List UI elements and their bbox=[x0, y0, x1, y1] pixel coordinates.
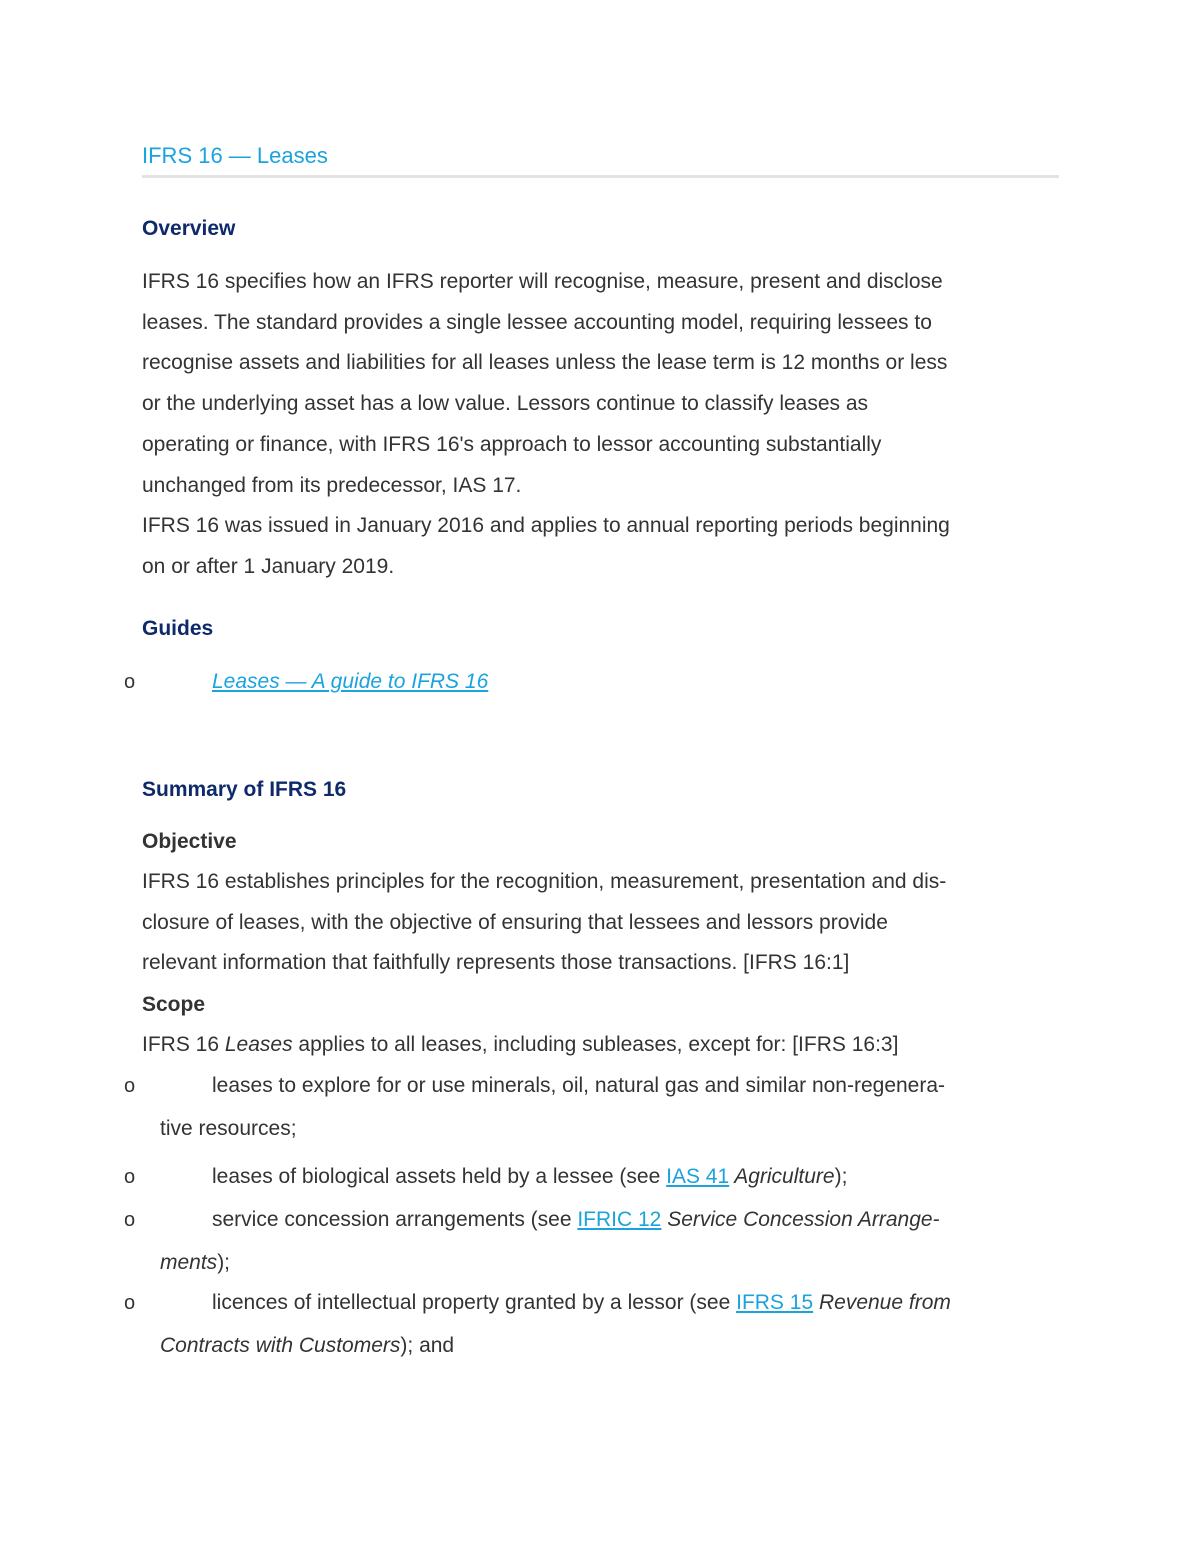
scope-heading: Scope bbox=[142, 993, 206, 1016]
bullet-icon: o bbox=[124, 1075, 136, 1097]
scope-item-text bbox=[160, 1250, 230, 1276]
scope-intro-text: IFRS 16 bbox=[142, 1033, 225, 1056]
objective-body bbox=[142, 862, 1062, 984]
overview-line: IFRS 16 was issued in January 2016 and applies to annual reporting periods beginning bbox=[142, 514, 950, 538]
overview-body bbox=[142, 262, 1062, 588]
overview-line: leases. The standard provides a single lessee accounting model, requiring lessees to bbox=[142, 310, 932, 334]
scope-item-text: leases of biological assets held by a lessee (see bbox=[212, 1165, 667, 1188]
scope-item-emphasis: Contracts with Customers bbox=[160, 1334, 401, 1357]
scope-item-text bbox=[160, 1333, 454, 1359]
objective-line: relevant information that faithfully represents those transactions. [IFRS 16:1] bbox=[142, 951, 850, 975]
overview-line: or the underlying asset has a low value. Lessors continue to classify leases as bbox=[142, 392, 869, 416]
guides-heading: Guides bbox=[142, 617, 214, 640]
overview-line: unchanged from its predecessor, IAS 17. bbox=[142, 473, 522, 497]
objective-line: closure of leases, with the objective of ensuring that lessees and lessors provide bbox=[142, 910, 888, 934]
ifric12-link[interactable]: IFRIC 12 bbox=[577, 1208, 662, 1231]
overview-line: recognise assets and liabilities for all leases unless the lease term is 12 months or less bbox=[142, 351, 948, 375]
bullet-icon: o bbox=[124, 1209, 136, 1231]
scope-item-emphasis: ments bbox=[160, 1251, 218, 1274]
objective-heading: Objective bbox=[142, 830, 237, 853]
scope-intro-emphasis: Leases bbox=[224, 1033, 293, 1056]
title-divider bbox=[142, 175, 1059, 178]
guide-link[interactable]: Leases — A guide to IFRS 16 bbox=[212, 670, 489, 693]
overview-line: on or after 1 January 2019. bbox=[142, 554, 395, 578]
overview-line: IFRS 16 specifies how an IFRS reporter will recognise, measure, present and disclose bbox=[142, 270, 943, 293]
ias41-link[interactable]: IAS 41 bbox=[666, 1165, 730, 1188]
scope-item-text bbox=[212, 1164, 847, 1190]
overview-line: operating or finance, with IFRS 16's approach to lessor accounting substantially bbox=[142, 432, 882, 456]
scope-intro bbox=[142, 1025, 1062, 1066]
ifrs15-link[interactable]: IFRS 15 bbox=[736, 1291, 814, 1314]
bullet-icon: o bbox=[124, 671, 136, 693]
scope-item-text: tive resources; bbox=[160, 1117, 297, 1140]
scope-item-text bbox=[212, 1290, 951, 1316]
scope-item-emphasis: Revenue from bbox=[813, 1291, 951, 1314]
scope-item-text: ); bbox=[217, 1251, 231, 1274]
scope-item-text: ); bbox=[834, 1165, 848, 1188]
scope-intro-text: applies to all leases, including subleases, except for: [IFRS 16:3] bbox=[292, 1033, 899, 1056]
overview-heading: Overview bbox=[142, 217, 236, 240]
scope-item-emphasis: Service Concession Arrange- bbox=[661, 1208, 940, 1231]
scope-item-text: service concession arrangements (see bbox=[212, 1208, 578, 1231]
scope-item-emphasis: Agriculture bbox=[729, 1165, 835, 1188]
objective-line: IFRS 16 establishes principles for the recognition, measurement, presentation and dis- bbox=[142, 870, 947, 893]
summary-heading: Summary of IFRS 16 bbox=[142, 778, 347, 801]
scope-item-text: ); and bbox=[400, 1334, 455, 1357]
scope-item-text: leases to explore for or use minerals, oil, natural gas and similar non-regenera- bbox=[212, 1074, 946, 1097]
bullet-icon: o bbox=[124, 1292, 136, 1314]
scope-item-text bbox=[212, 1207, 940, 1233]
bullet-icon: o bbox=[124, 1166, 136, 1188]
scope-item-text: licences of intellectual property granted by a lessor (see bbox=[212, 1291, 737, 1314]
page-title: IFRS 16 — Leases bbox=[142, 143, 328, 168]
